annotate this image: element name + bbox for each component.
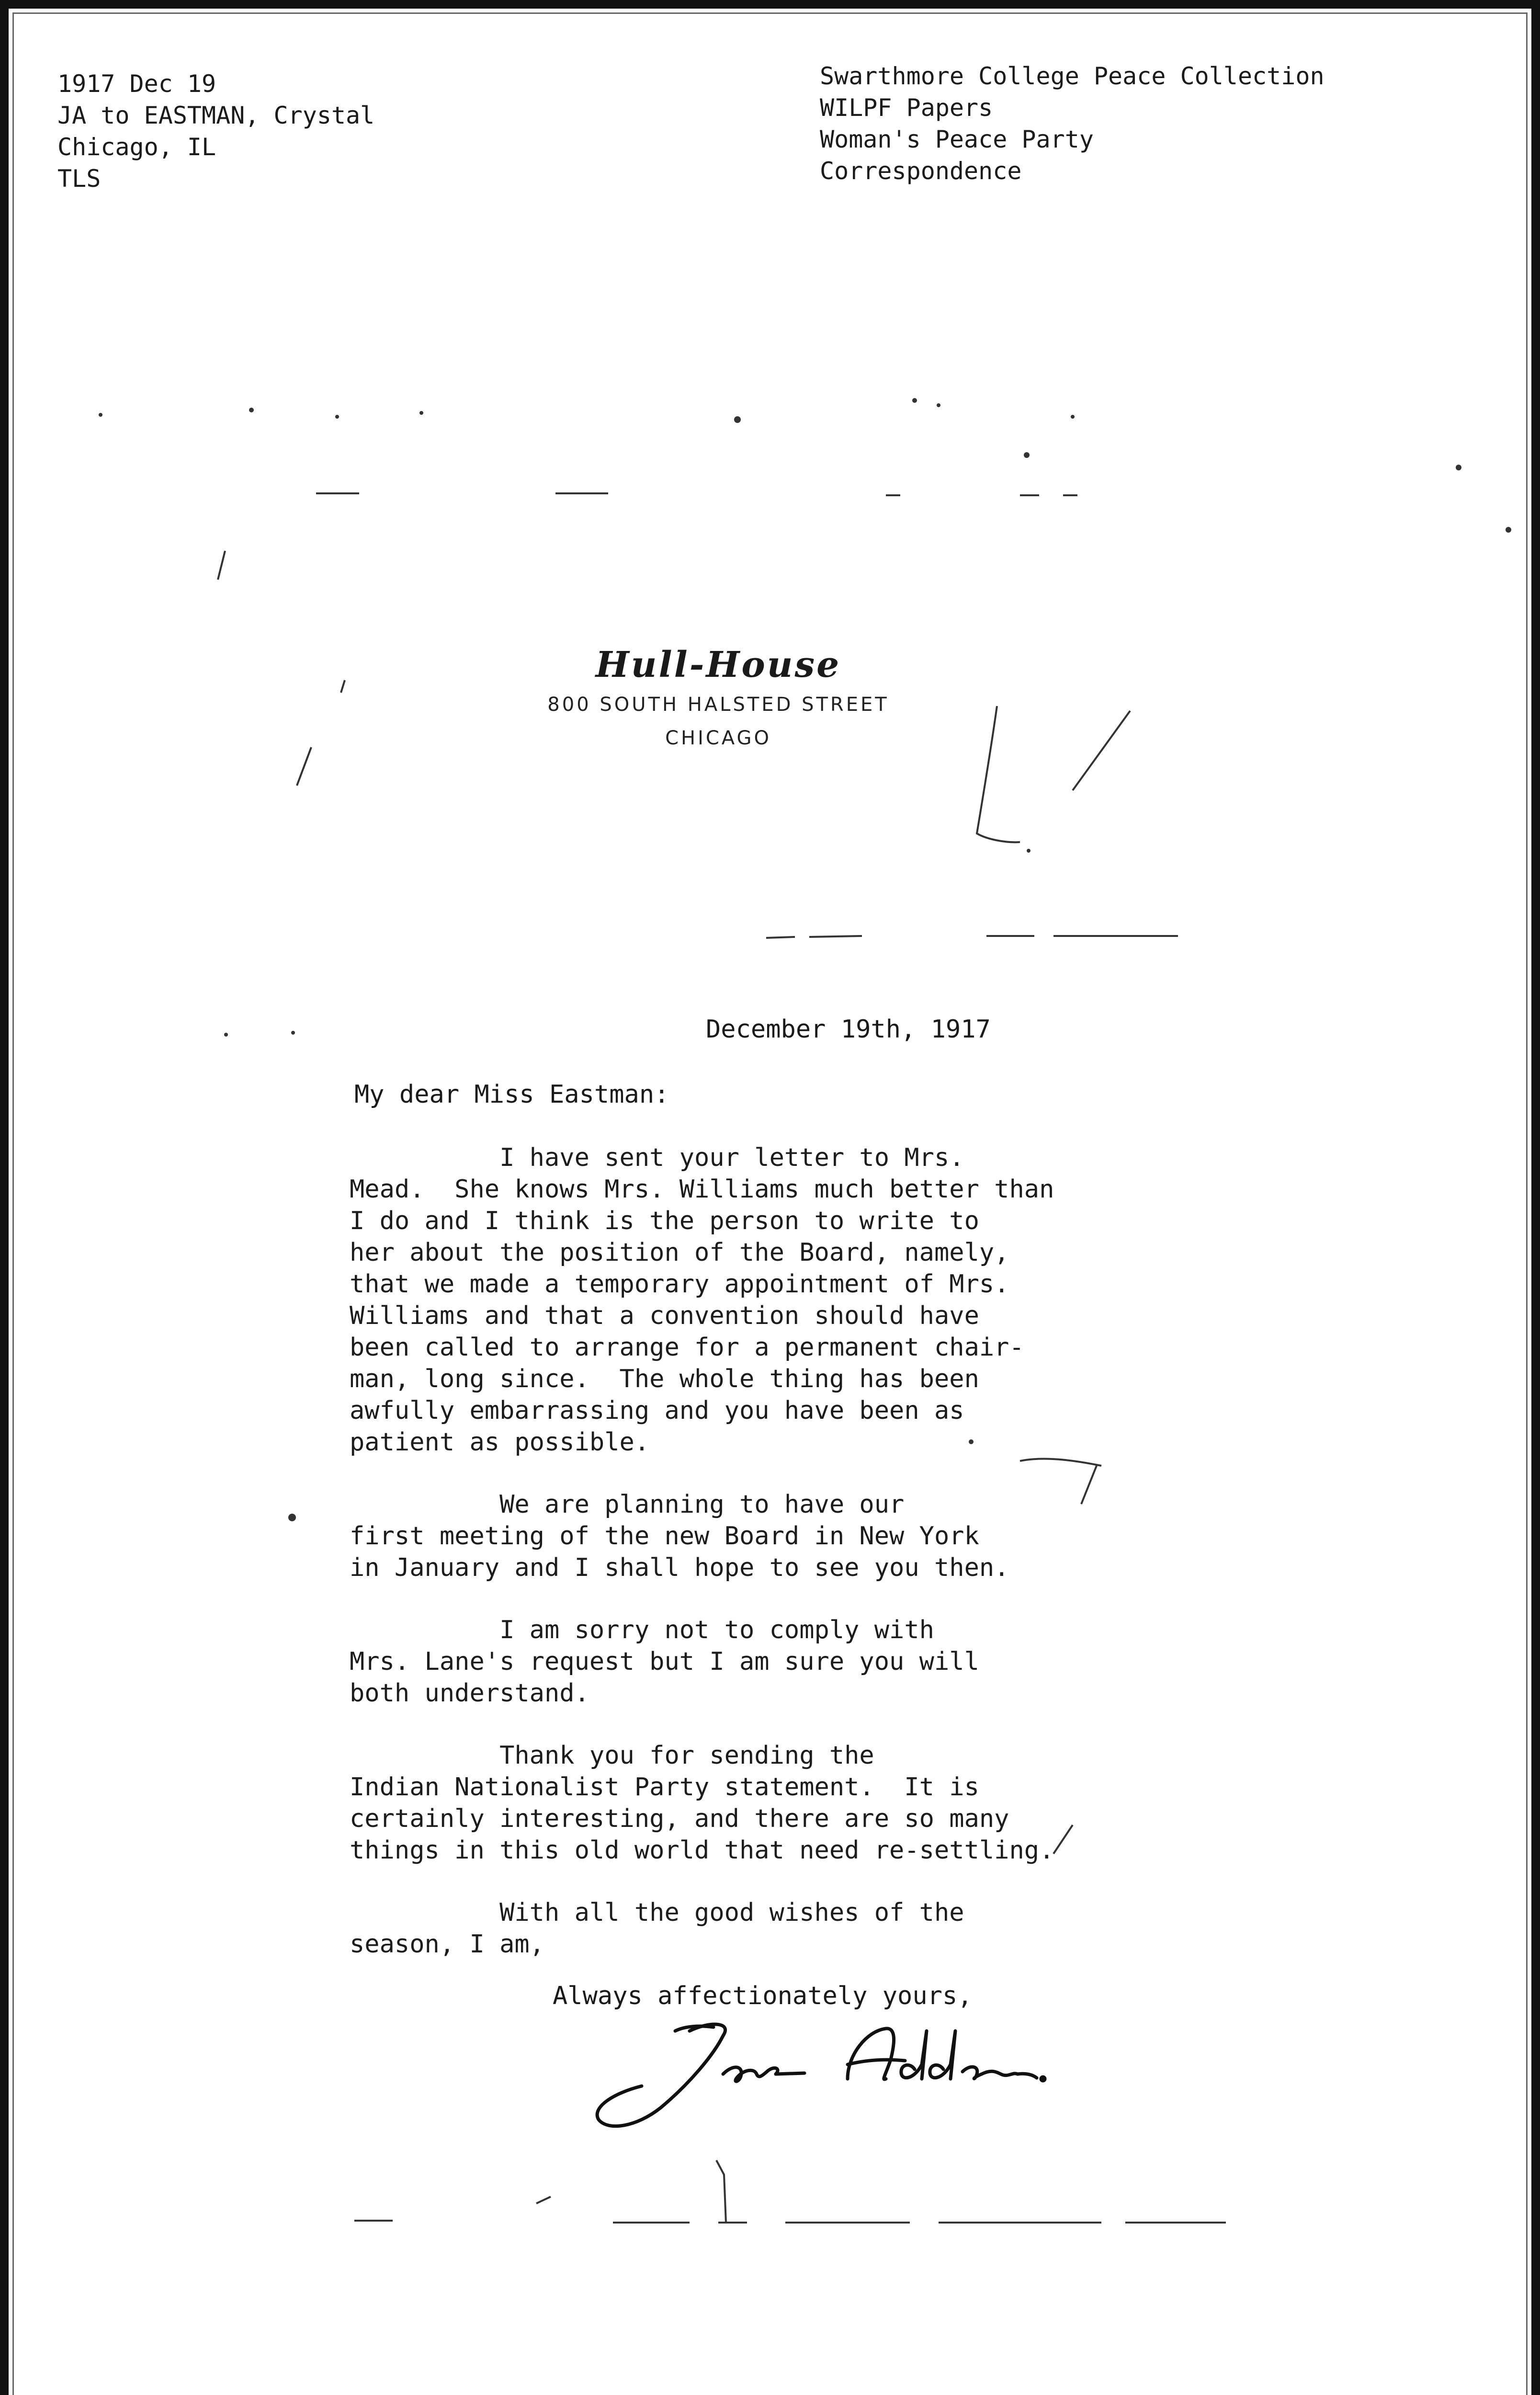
text-line: Mead. She knows Mrs. Williams much better than	[350, 1175, 1054, 1204]
paragraph-4	[350, 1740, 1054, 1866]
archival-date: 1917 Dec 19	[57, 70, 216, 98]
text-line: been called to arrange for a permanent chair-	[350, 1333, 1024, 1362]
archival-correspondents: JA to EASTMAN, Crystal	[57, 102, 375, 129]
paragraph-5	[350, 1897, 1054, 1960]
letter-salutation: My dear Miss Eastman:	[354, 1080, 669, 1109]
text-line: her about the position of the Board, namely,	[350, 1238, 1009, 1267]
letterhead-street: 800 SOUTH HALSTED STREET	[547, 694, 889, 716]
text-line: first meeting of the new Board in New York	[350, 1522, 979, 1551]
text-line: in January and I shall hope to see you then.	[350, 1553, 1009, 1582]
text-line: With all the good wishes of the	[350, 1898, 964, 1927]
text-line: that we made a temporary appointment of Mrs.	[350, 1270, 1009, 1299]
text-line: Thank you for sending the	[350, 1741, 874, 1770]
archival-papers: WILPF Papers	[820, 94, 993, 122]
text-line: I am sorry not to comply with	[350, 1616, 934, 1644]
letter-body	[350, 1142, 1054, 1991]
text-line: both understand.	[350, 1679, 589, 1708]
paragraph-1	[350, 1142, 1054, 1458]
text-line: certainly interesting, and there are so many	[350, 1804, 1009, 1833]
letterhead-city: CHICAGO	[665, 727, 771, 749]
text-line: things in this old world that need re-settling.	[350, 1836, 1054, 1865]
text-line: Mrs. Lane's request but I am sure you will	[350, 1647, 979, 1676]
text-line: Williams and that a convention should have	[350, 1301, 979, 1330]
archival-series: Woman's Peace Party	[820, 125, 1094, 153]
text-line: Indian Nationalist Party statement. It is	[350, 1773, 979, 1802]
text-line: man, long since. The whole thing has been	[350, 1365, 979, 1393]
paragraph-3	[350, 1614, 1054, 1709]
letter-date: December 19th, 1917	[706, 1015, 991, 1044]
archival-place: Chicago, IL	[57, 133, 216, 161]
text-line: awfully embarrassing and you have been as	[350, 1396, 964, 1425]
letter-closing: Always affectionately yours,	[553, 1982, 973, 2010]
paragraph-2	[350, 1489, 1054, 1584]
archival-header-left	[57, 68, 374, 194]
text-line: patient as possible.	[350, 1428, 650, 1457]
archival-collection: Swarthmore College Peace Collection	[820, 62, 1325, 90]
text-line: I do and I think is the person to write to	[350, 1207, 979, 1235]
archival-header-right	[820, 60, 1325, 187]
archival-subseries: Correspondence	[820, 157, 1022, 185]
text-line: I have sent your letter to Mrs.	[350, 1143, 964, 1172]
archival-doc-type: TLS	[57, 165, 101, 193]
letterhead	[479, 642, 958, 755]
handwritten-signature	[579, 2002, 1106, 2146]
letterhead-name: Hull-House	[595, 644, 841, 685]
text-line: We are planning to have our	[350, 1490, 905, 1519]
text-line: season, I am,	[350, 1930, 544, 1959]
